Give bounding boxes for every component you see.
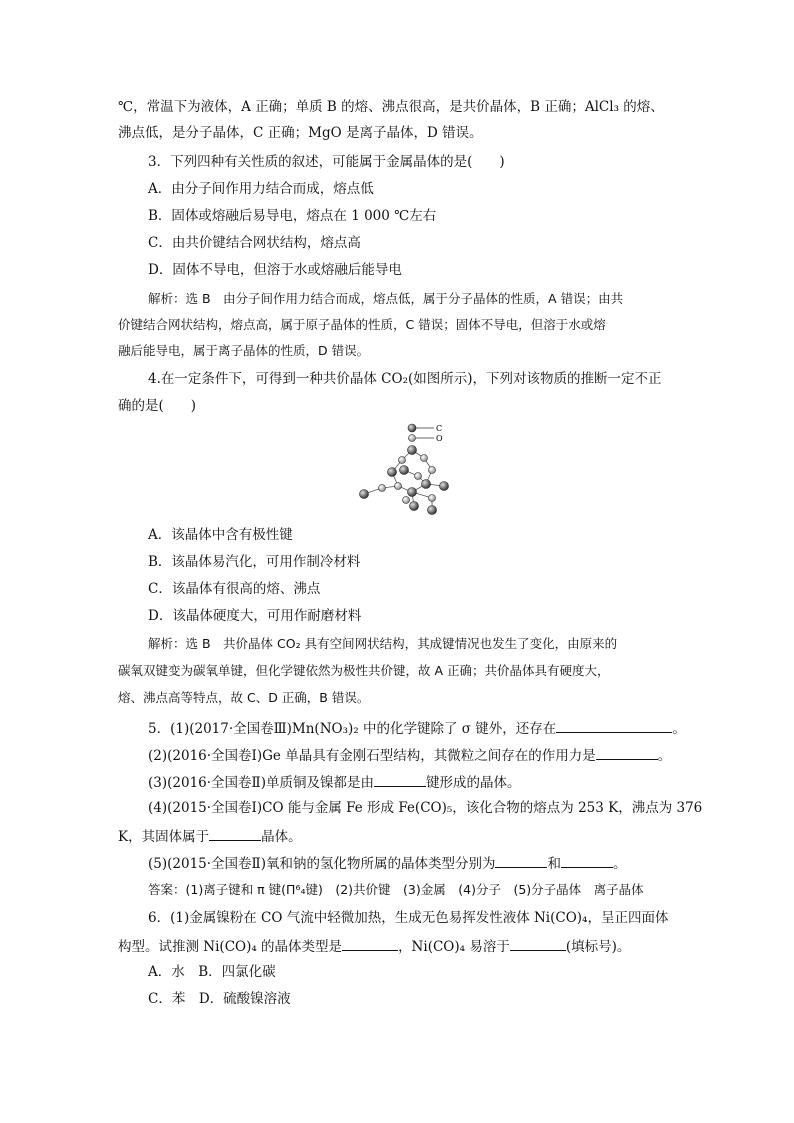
q5-3-text: (3)(2016·全国卷Ⅱ)单质铜及镍都是由 (148, 775, 374, 791)
q5-5-end: 。 (612, 856, 627, 872)
oxygen-atom-legend-icon (409, 435, 416, 442)
answer-blank[interactable] (596, 745, 658, 760)
q5-4-text: K，其固体属于 (118, 829, 210, 845)
option-c: C．由共价键结合网状结构，熔点高 (148, 235, 361, 251)
explanation-line: 熔、沸点高等特点，故 C、D 正确，B 错误。 (118, 690, 370, 705)
option-d: D．该晶体硬度大，可用作耐磨材料 (148, 608, 362, 624)
text-line: 沸点低，是分子晶体，C 正确；MgO 是离子晶体，D 错误。 (118, 125, 483, 141)
question-6-stem-cont (118, 936, 630, 956)
question-3-stem: 3．下列四种有关性质的叙述，可能属于金属晶体的是( ) (148, 154, 505, 170)
q5-1-text: 5．(1)(2017·全国卷Ⅲ)Mn(NO₃)₂ 中的化学键除了 σ 键外，还存在 (148, 721, 557, 737)
question-5-part-4-cont (118, 826, 302, 846)
answer-blank[interactable] (342, 936, 398, 951)
answer-line: 答案：(1)离子键和 π 键(Π⁶₄键) (2)共价键 (3)金属 (4)分子 (5)分子晶体 离子晶体 (148, 882, 644, 897)
q5-5-text: (5)(2015·全国卷Ⅱ)氧和钠的氢化物所属的晶体类型分别为 (148, 856, 496, 872)
answer-blank[interactable] (209, 826, 261, 841)
legend-oxygen-label: O (436, 434, 443, 443)
q5-1-end: 。 (672, 721, 686, 737)
q5-3-end: 键形成的晶体。 (425, 775, 521, 791)
option-line: A．水 B．四氯化碳 (148, 964, 276, 980)
question-4-stem: 4.在一定条件下，可得到一种共价晶体 CO₂(如图所示)，下列对该物质的推断一定不正 (148, 371, 662, 387)
q6-text: 构型。试推测 Ni(CO)₄ 的晶体类型是 (118, 939, 343, 955)
answer-blank[interactable] (495, 853, 547, 868)
option-a: A．由分子间作用力结合而成，熔点低 (148, 181, 374, 197)
text-line: ℃，常温下为液体，A 正确；单质 B 的熔、沸点很高，是共价晶体，B 正确；AlCl₃ 的熔、 (118, 99, 664, 115)
option-a: A．该晶体中含有极性键 (148, 527, 293, 543)
answer-blank[interactable] (556, 718, 672, 733)
question-5-part-3 (148, 772, 520, 792)
q5-2-end: 。 (657, 748, 672, 764)
explanation-line: 碳氧双键变为碳氧单键，但化学键依然为极性共价键，故 A 正确；共价晶体具有硬度大， (118, 663, 610, 678)
legend-carbon-label: C (436, 424, 443, 433)
question-5-part-4: (4)(2015·全国卷Ⅰ)CO 能与金属 Fe 形成 Fe(CO)₅，该化合物的熔点为 253 K，沸点为 376 (148, 800, 703, 816)
explanation-line: 解析：选 B 由分子间作用力结合而成，熔点低，属于分子晶体的性质，A 错误；由共 (148, 291, 624, 306)
q6-end: (填标号)。 (565, 939, 631, 955)
explanation-line: 解析：选 B 共价晶体 CO₂ 具有空间网状结构，其成键情况也发生了变化，由原来的 (148, 636, 618, 651)
answer-blank[interactable] (374, 772, 426, 787)
co2-crystal-structure-figure (352, 420, 472, 520)
option-b: B．该晶体易汽化，可用作制冷材料 (148, 554, 361, 570)
question-5-part-2 (148, 745, 671, 765)
carbon-atoms (360, 446, 449, 515)
answer-blank[interactable] (561, 853, 613, 868)
q5-2-text: (2)(2016·全国卷Ⅰ)Ge 单晶具有金刚石型结构，其微粒之间存在的作用力是 (148, 748, 596, 764)
explanation-line: 价键结合网状结构，熔点高，属于原子晶体的性质，C 错误；固体不导电，但溶于水或熔 (118, 317, 606, 332)
q5-4-end: 晶体。 (261, 829, 302, 845)
option-c: C．该晶体有很高的熔、沸点 (148, 581, 321, 597)
question-6-stem: 6．(1)金属镍粉在 CO 气流中轻微加热，生成无色易挥发性液体 Ni(CO)₄，呈正四面体 (148, 910, 669, 926)
option-d: D．固体不导电，但溶于水或熔融后能导电 (148, 262, 402, 278)
legend (408, 424, 443, 443)
question-5-part-1 (148, 718, 686, 738)
answer-blank[interactable] (510, 936, 566, 951)
carbon-atom-legend-icon (408, 424, 416, 432)
question-5-part-5 (148, 853, 626, 873)
question-4-stem-cont: 确的是( ) (118, 398, 197, 414)
explanation-line: 融后能导电，属于离子晶体的性质，D 错误。 (118, 343, 370, 358)
q6-mid: ，Ni(CO)₄ 易溶于 (398, 939, 510, 955)
option-line: C．苯 D．硫酸镍溶液 (148, 991, 291, 1007)
q5-5-mid: 和 (547, 856, 561, 872)
option-b: B．固体或熔融后易导电，熔点在 1 000 ℃左右 (148, 208, 437, 224)
